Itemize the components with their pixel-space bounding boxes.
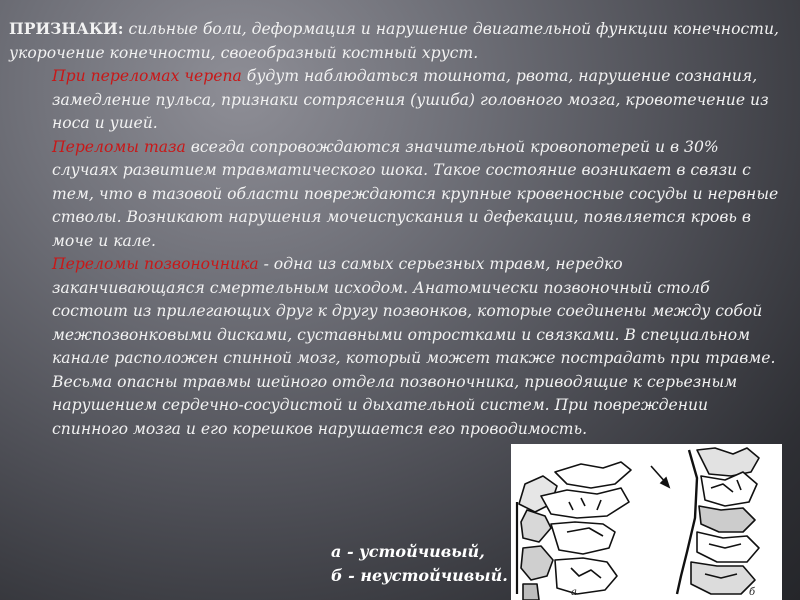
paragraph-skull [9, 65, 779, 136]
pelvis-highlight: Переломы таза [52, 137, 186, 156]
panel-a-stable [517, 462, 631, 600]
panel-a-label: а [571, 587, 577, 598]
paragraph-spine [9, 253, 779, 441]
paragraph-pelvis [9, 136, 779, 254]
signs-label: ПРИЗНАКИ: [9, 19, 124, 38]
main-text [9, 17, 779, 441]
panel-b-label: б [749, 587, 756, 598]
figure-caption [331, 540, 508, 588]
skull-text: будут наблюдаться тошнота, рвота, нарушение сознания, замедление пульса, признаки сотрясения (ушиба) головного мозга, кровотечение из носа и ушей. [52, 67, 769, 132]
paragraph-signs [9, 17, 779, 65]
skull-highlight: При переломах черепа [52, 67, 242, 85]
spine-fracture-illustration [511, 444, 782, 600]
pelvis-text: всегда сопровождаются значительной кровопотерей и в 30% случаях развитием травматического шока. Такое состояние возникает в связи с тем, что в тазовой области повреждаются крупные кровеносные сосуды и нервные стволы. Возникают нарушения мочеиспускания и дефекации, появляется кровь в моче и кале. [52, 137, 779, 250]
caption-unstable: б - неустойчивый. [331, 566, 508, 585]
panel-b-unstable [677, 448, 759, 594]
signs-text: сильные боли, деформация и нарушение двигательной функции конечности, укорочение конечности, своеобразный костный хруст. [9, 20, 779, 62]
spine-highlight: Переломы позвоночника [52, 255, 259, 273]
arrow-icon [651, 466, 669, 487]
caption-stable: а - устойчивый, [331, 542, 485, 561]
spine-drawing [511, 444, 782, 600]
spine-text: - одна из самых серьезных травм, нередко заканчивающаяся смертельным исходом. Анатомически позвоночный столб состоит из прилегающих друг к другу позвонков, которые соединены между собой межпозвонковыми дисками, суставными отростками и связками. В специальном канале расположен спинной мозг, который может также пострадать при травме. Весьма опасны травмы шейного отдела позвоночника, приводящие к серьезным нарушением сердечно-сосудистой и дыхательной систем. При повреждении спинного мозга и его корешков нарушается его проводимость. [52, 255, 776, 438]
